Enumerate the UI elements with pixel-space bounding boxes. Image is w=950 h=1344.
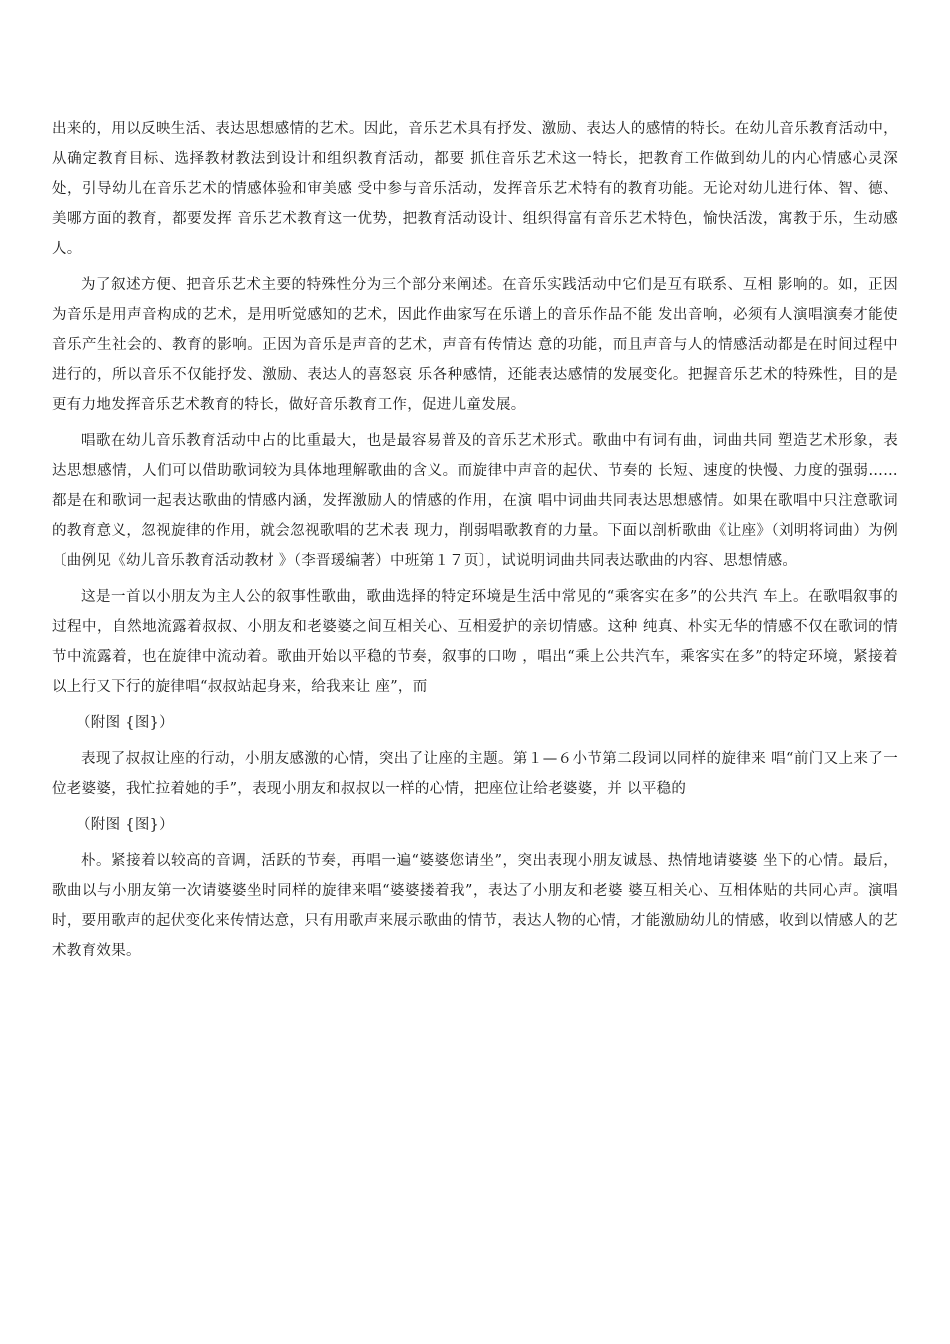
paragraph-music-specialty: 为了叙述方便、把音乐艺术主要的特殊性分为三个部分来阐述。在音乐实践活动中它们是互有联系、互相 影响的。如，正因为音乐是用声音构成的艺术，是用听觉感知的艺术，因此作曲家写在乐谱上的音乐作品不能 发出音响，必须有人演唱演奏才能使音乐产生社会的、教育的影响。正因为音乐是声音的艺术，声音有传情达 意的功能，而且声音与人的情感活动都是在时间过程中进行的，所以音乐不仅能抒发、激励、表达人的喜怒哀 乐各种感情，还能表达感情的发展变化。把握音乐艺术的特殊性，目的是更有力地发挥音乐艺术教育的特长，做好音乐教育工作，促进儿童发展。	[52, 277, 898, 413]
paragraph-singing: 唱歌在幼儿音乐教育活动中占的比重最大，也是最容易普及的音乐艺术形式。歌曲中有词有曲，词曲共同 塑造艺术形象，表达思想感情，人们可以借助歌词较为具体地理解歌曲的含义。而旋律中声音的起伏、节奏的 长短、速度的快慢、力度的强弱……都是在和歌词一起表达歌曲的情感内涵，发挥激励人的情感的作用，在演 唱中词曲共同表达思想感情。如果在歌唱中只注意歌词的教育意义，忽视旋律的作用，就会忽视歌唱的艺术表 现力，削弱唱歌教育的力量。下面以剖析歌曲《让座》（刘明将词曲）为例〔曲例见《幼儿音乐教育活动教材 》（李晋瑗编著）中班第１７页〕，试说明词曲共同表达歌曲的内容、思想情感。	[52, 433, 898, 569]
figure-placeholder-1: （附图 {图}）	[76, 715, 174, 731]
paragraph-song-analysis: 这是一首以小朋友为主人公的叙事性歌曲，歌曲选择的特定环境是生活中常见的“乘客实在多”的公共汽 车上。在歌唱叙事的过程中，自然地流露着叔叔、小朋友和老婆婆之间互相关心、互相爱护的亲切情感。这种 纯真、朴实无华的情感不仅在歌词的情节中流露着，也在旋律中流动着。歌曲开始以平稳的节奏，叙事的口吻 ，唱出“乘上公共汽车，乘客实在多”的特定环境，紧接着以上行又下行的旋律唱“叔叔站起身来，给我来让 座”，而	[52, 589, 898, 695]
paragraph-song-analysis-2: 表现了叔叔让座的行动，小朋友感激的心情，突出了让座的主题。第１—６小节第二段词以同样的旋律来 唱“前门又上来了一位老婆婆，我忙拉着她的手”，表现小朋友和叔叔以一样的心情，把座位让给老婆婆，并 以平稳的	[52, 751, 898, 797]
figure-placeholder-2: （附图 {图}）	[76, 817, 174, 833]
document-body	[52, 114, 898, 972]
paragraph-intro-continuation: 出来的，用以反映生活、表达思想感情的艺术。因此，音乐艺术具有抒发、激励、表达人的感情的特长。在幼儿音乐教育活动中，从确定教育目标、选择教材教法到设计和组织教育活动，都要 抓住音乐艺术这一特长，把教育工作做到幼儿的内心情感心灵深处，引导幼儿在音乐艺术的情感体验和审美感 受中参与音乐活动，发挥音乐艺术特有的教育功能。无论对幼儿进行体、智、德、美哪方面的教育，都要发挥 音乐艺术教育这一优势，把教育活动设计、组织得富有音乐艺术特色，愉快活泼，寓教于乐，生动感人。	[52, 121, 898, 257]
paragraph-song-conclusion: 朴。紧接着以较高的音调，活跃的节奏，再唱一遍“婆婆您请坐”，突出表现小朋友诚恳、热情地请婆婆 坐下的心情。最后，歌曲以与小朋友第一次请婆婆坐时同样的旋律来唱“婆婆搂着我”，表达了小朋友和老婆 婆互相关心、互相体贴的共同心声。演唱时，要用歌声的起伏变化来传情达意，只有用歌声来展示歌曲的情节，表达人物的心情，才能激励幼儿的情感，收到以情感人的艺术教育效果。	[52, 853, 898, 959]
